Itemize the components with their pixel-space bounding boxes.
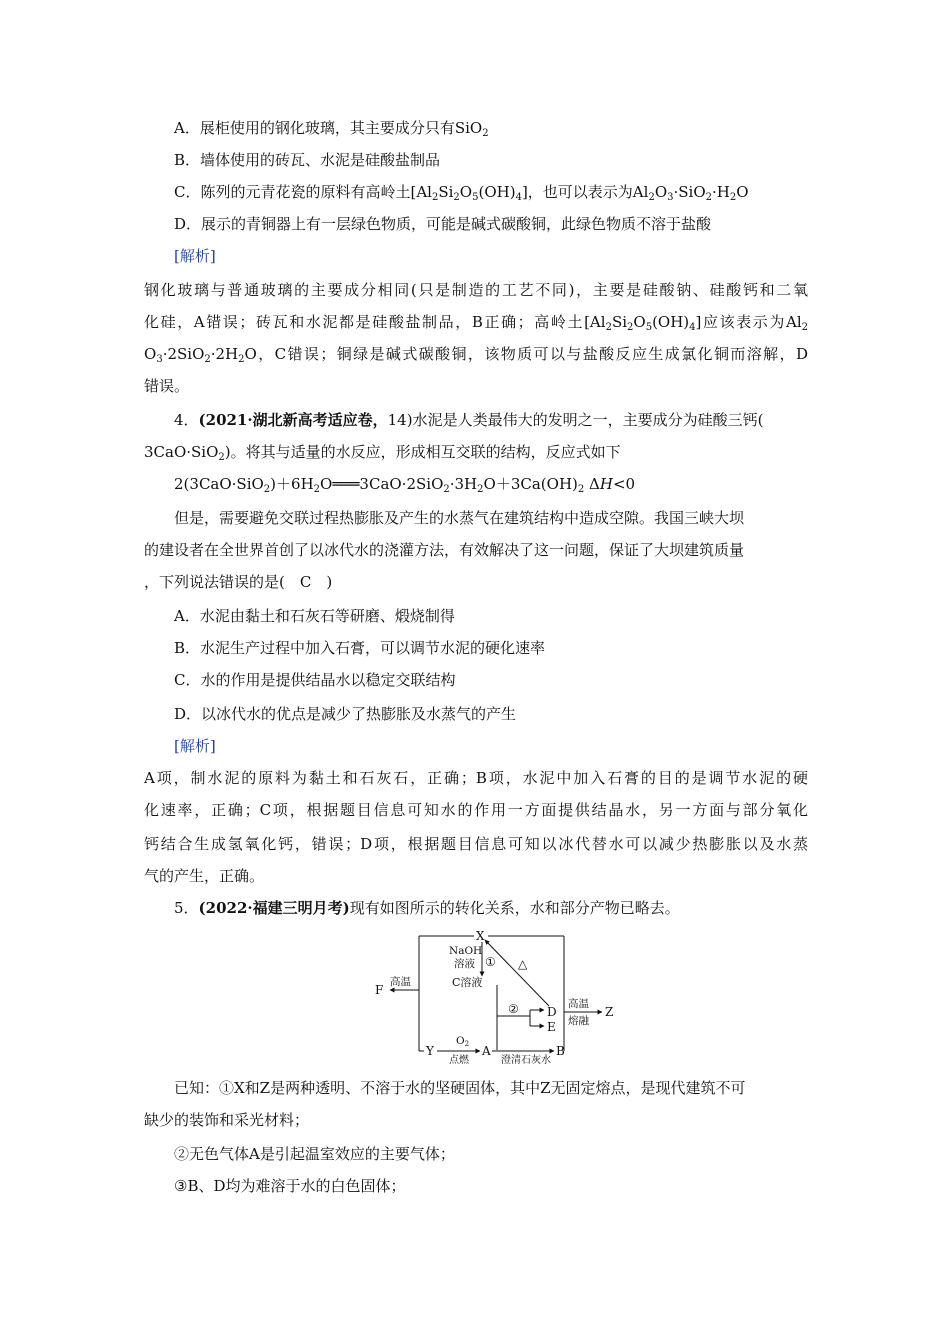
q5-stem: 5．(2022·福建三明月考)现有如图所示的转化关系，水和部分产物已略去。 [174, 899, 680, 917]
q3-analysis-line: $O_3\cdot 2SiO_2\cdot 2H_2O$，C错误；铜绿是碱式碳酸铜，该物质可以与盐酸反应生成氯化铜而溶解，D [144, 345, 808, 365]
q3-analysis-line: 钢化玻璃与普通玻璃的主要成分相同(只是制造的工艺不同)，主要是硅酸钠、硅酸钙和二氧 [144, 281, 808, 299]
label-f: F [375, 983, 384, 997]
label-x: X [476, 929, 485, 943]
q4-analysis-line: 化速率，正确；C项，根据题目信息可知水的作用一方面提供结晶水，另一方面与部分氧化 [144, 801, 808, 819]
q5-known-3: ③B、D均为难溶于水的白色固体； [174, 1177, 406, 1195]
q4-option-c: C．水的作用是提供结晶水以稳定交联结构 [174, 671, 456, 689]
analysis-label: [解析] [174, 737, 216, 755]
q4-option-d: D．以冰代水的优点是减少了热膨胀及水蒸气的产生 [174, 705, 517, 723]
label-reaction-1: ① [485, 955, 496, 969]
label-high-temp: 高温 [390, 976, 411, 988]
q3-analysis-line: 化硅，A错误；砖瓦和水泥都是硅酸盐制品，B正确；高岭土$[Al_2Si_2O_5(OH)_4]$应该表示为$Al_2$ [144, 313, 809, 333]
q4-passage: 的建设者在全世界首创了以冰代水的浇灌方法，有效解决了这一问题，保证了大坝建筑质量 [144, 541, 745, 559]
label-z: Z [605, 1005, 614, 1019]
q4-question: ，下列说法错误的是( C ) [144, 573, 333, 591]
label-a: A [482, 1044, 491, 1058]
q3-option-a: A．展柜使用的钢化玻璃，其主要成分只有SiO$_2$ [174, 119, 489, 139]
q3-option-c: C．陈列的元青花瓷的原料有高岭土$[Al_2Si_2O_5(OH)_4]$，也可以表示为$Al_2O_3\cdot SiO_2\cdot H_2O$ [174, 183, 749, 203]
label-reaction-2: ② [508, 1002, 519, 1016]
q3-option-d: D．展示的青铜器上有一层绿色物质，可能是碱式碳酸铜，此绿色物质不溶于盐酸 [174, 215, 712, 233]
label-y: Y [426, 1044, 434, 1058]
q4-analysis-line: 气的产生，正确。 [144, 867, 265, 885]
q4-option-b: B．水泥生产过程中加入石膏，可以调节水泥的硬化速率 [174, 639, 546, 657]
label-high-temp-2: 高温 [568, 998, 589, 1010]
label-heat: △ [518, 957, 528, 971]
arrow-d-to-x [485, 940, 549, 1006]
q5-known-1: 已知：①X和Z是两种透明、不溶于水的坚硬固体，其中Z无固定熔点，是现代建筑不可 [174, 1079, 746, 1097]
label-melt: 熔融 [568, 1015, 589, 1027]
q4-option-a: A．水泥由黏土和石灰石等研磨、煅烧制得 [174, 607, 455, 625]
q4-equation: $2(3CaO\cdot SiO_2)+6H_2O═══3CaO\cdot 2SiO_2\cdot 3H_2O+3Ca(OH)_2$ ΔH<0 [174, 475, 636, 495]
analysis-label: [解析] [174, 247, 216, 265]
label-naoh: NaOH [449, 945, 483, 957]
q4-stem: 4．(2021·湖北新高考适应卷，14)水泥是人类最伟大的发明之一，主要成分为硅酸三钙( [174, 411, 764, 429]
q5-known-1-cont: 缺少的装饰和采光材料； [144, 1111, 310, 1129]
label-ignite: 点燃 [449, 1055, 469, 1066]
label-c-solution: C溶液 [452, 976, 483, 989]
q3-option-b: B．墙体使用的砖瓦、水泥是硅酸盐制品 [174, 151, 441, 169]
label-limewater: 澄清石灰水 [501, 1055, 551, 1066]
q4-analysis-line: 钙结合生成氢氧化钙，错误；D项，根据题目信息可知以冰代替水可以减少热膨胀以及水蒸 [144, 835, 808, 853]
q4-passage: 但是，需要避免交联过程热膨胀及产生的水蒸气在建筑结构中造成空隙。我国三峡大坝 [174, 509, 745, 527]
label-d: D [547, 1005, 557, 1019]
q3-analysis-line: 错误。 [144, 377, 190, 395]
label-solution: 溶液 [454, 958, 475, 970]
q5-known-2: ②无色气体A是引起温室效应的主要气体； [174, 1145, 455, 1163]
q4-analysis-line: A项，制水泥的原料为黏土和石灰石，正确；B项，水泥中加入石膏的目的是调节水泥的硬 [144, 769, 808, 787]
label-b: B [556, 1044, 565, 1058]
q4-stem-line2: 3CaO·SiO$_2$)。将其与适量的水反应，形成相互交联的结构，反应式如下 [144, 443, 621, 463]
label-e: E [547, 1020, 556, 1034]
label-o2: O2 [456, 1035, 470, 1048]
conversion-diagram [372, 928, 622, 1066]
